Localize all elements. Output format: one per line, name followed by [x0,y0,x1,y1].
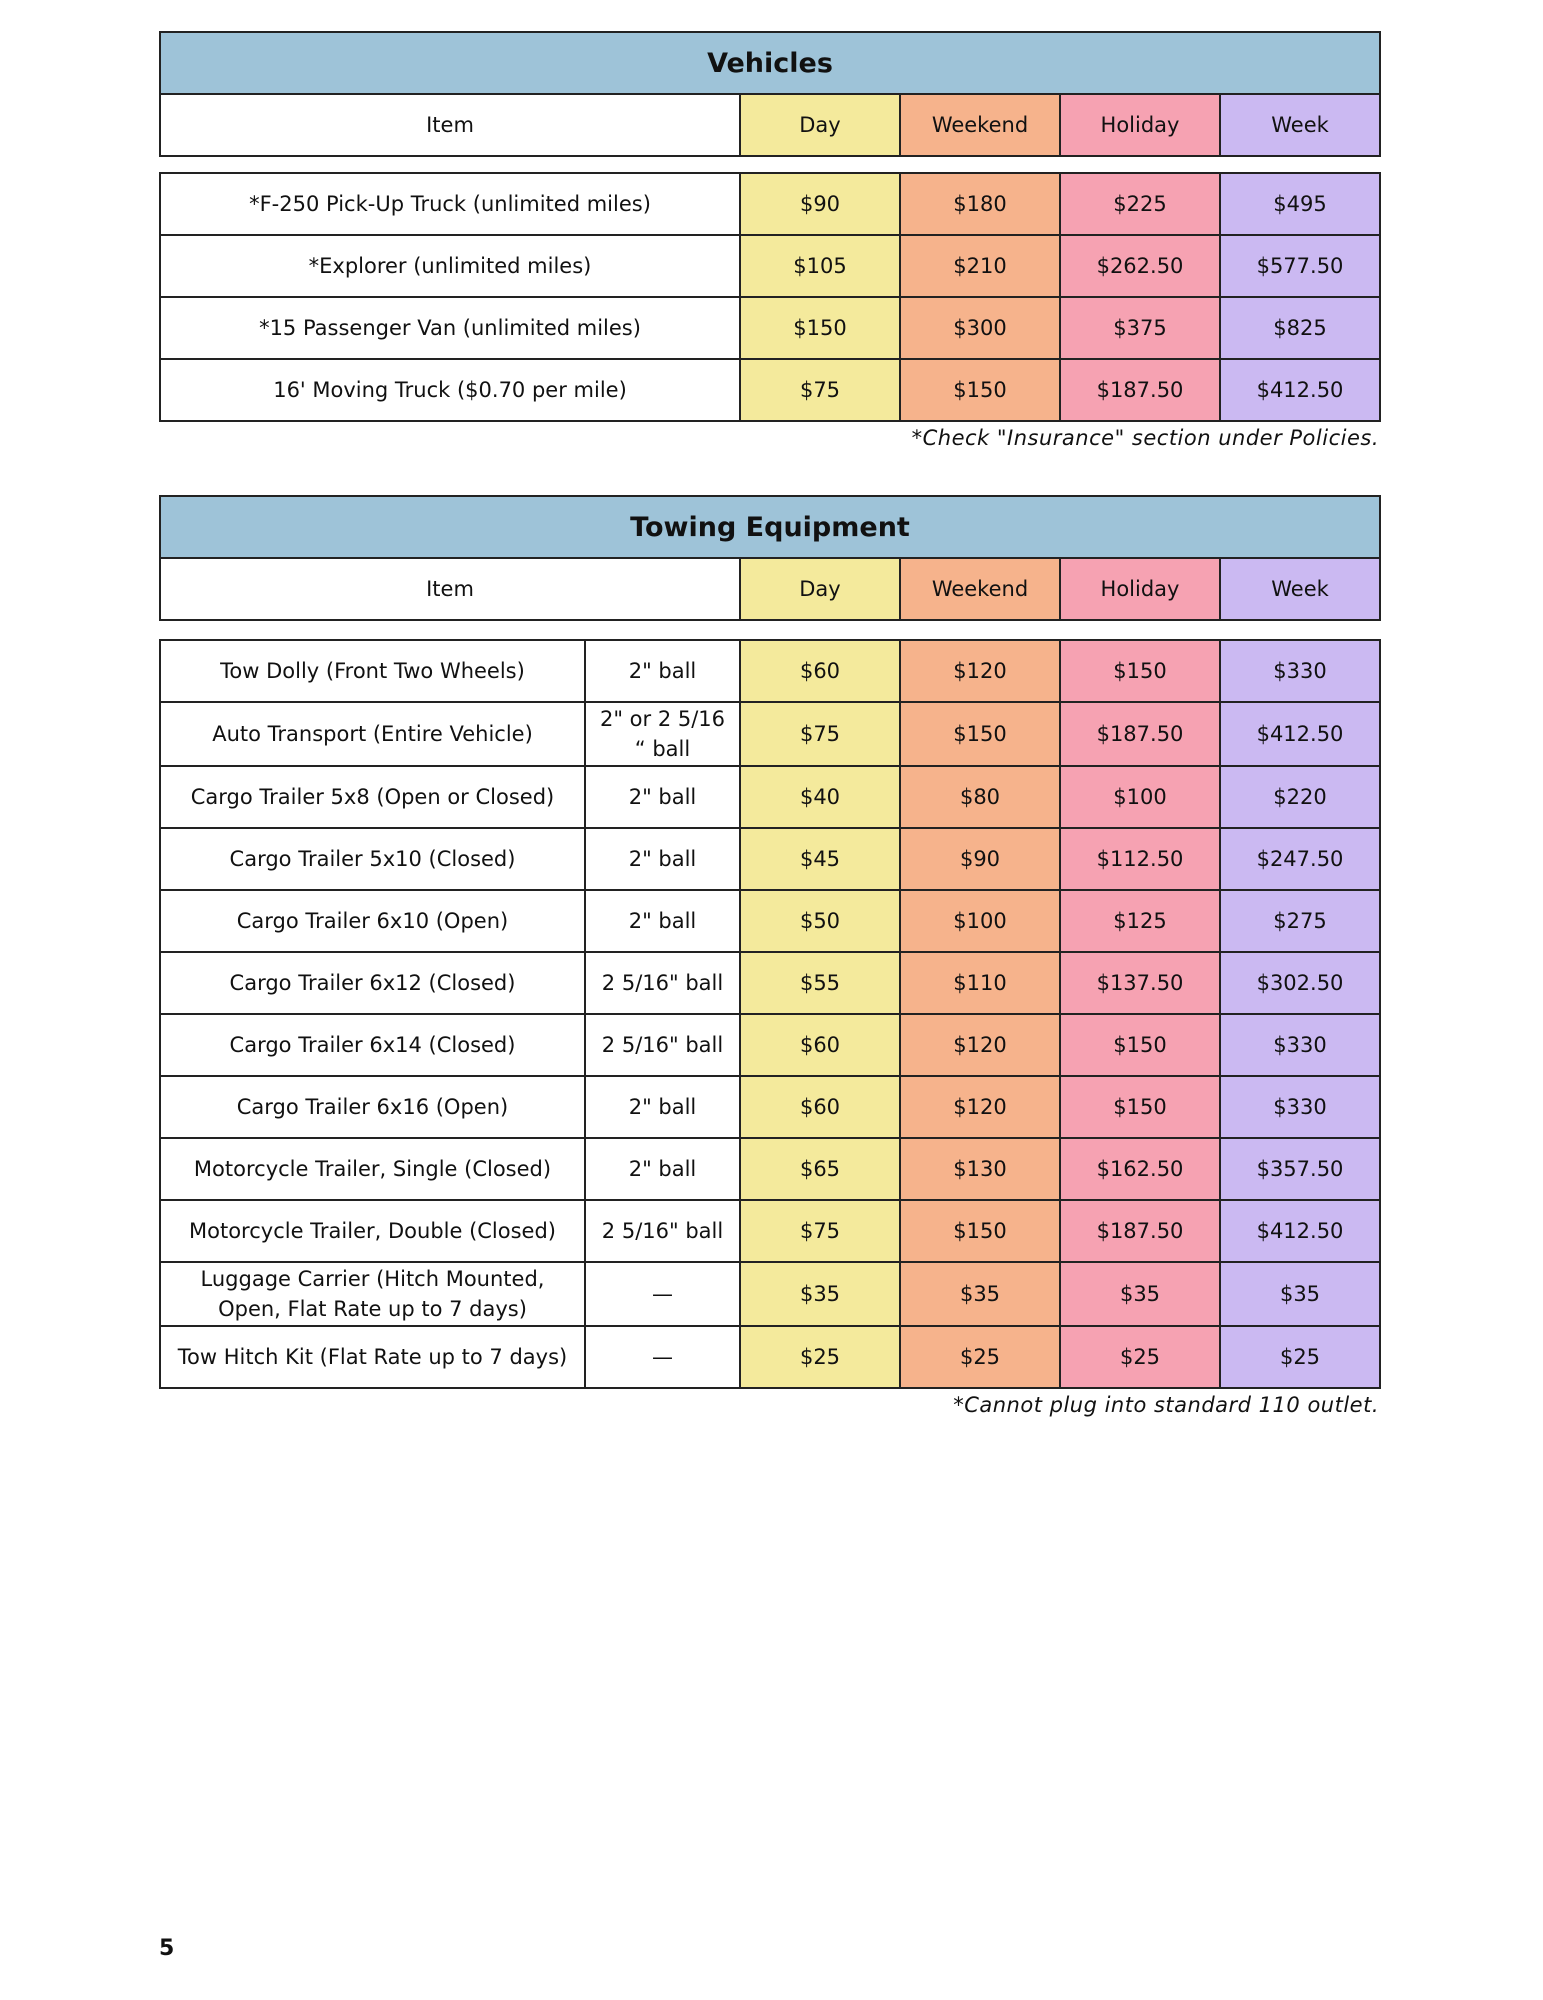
towing-header-table [159,495,1381,621]
table-row [160,1262,1380,1326]
cell-weekend-rate: $210 [900,235,1060,297]
cell-day-rate: $75 [740,359,900,421]
table-row [160,1138,1380,1200]
cell-day-rate: $75 [740,1200,900,1262]
cell-holiday-rate: $375 [1060,297,1220,359]
cell-day-rate: $90 [740,173,900,235]
cell-week-rate: $412.50 [1220,1200,1380,1262]
cell-holiday-rate: $35 [1060,1262,1220,1326]
cell-item: Auto Transport (Entire Vehicle) [160,702,585,766]
table-row [160,1014,1380,1076]
table-row [160,828,1380,890]
cell-weekend-rate: $120 [900,640,1060,702]
cell-item: Tow Hitch Kit (Flat Rate up to 7 days) [160,1326,585,1388]
cell-hitch: — [585,1262,740,1326]
cell-day-rate: $60 [740,640,900,702]
vehicles-footnote: *Check "Insurance" section under Policies. [911,426,1379,450]
cell-week-rate: $330 [1220,640,1380,702]
table-row [160,952,1380,1014]
header-item: Item [160,558,740,620]
table-row [160,359,1380,421]
cell-hitch: 2" ball [585,828,740,890]
header-weekend: Weekend [900,94,1060,156]
cell-item: Luggage Carrier (Hitch Mounted, Open, Flat Rate up to 7 days) [160,1262,585,1326]
table-row [160,702,1380,766]
cell-item: Motorcycle Trailer, Double (Closed) [160,1200,585,1262]
cell-weekend-rate: $120 [900,1076,1060,1138]
cell-week-rate: $825 [1220,297,1380,359]
table-row [160,766,1380,828]
cell-weekend-rate: $120 [900,1014,1060,1076]
cell-day-rate: $45 [740,828,900,890]
cell-day-rate: $60 [740,1014,900,1076]
cell-day-rate: $55 [740,952,900,1014]
cell-item: Cargo Trailer 5x8 (Open or Closed) [160,766,585,828]
header-item: Item [160,94,740,156]
cell-week-rate: $275 [1220,890,1380,952]
cell-holiday-rate: $100 [1060,766,1220,828]
cell-hitch: 2" ball [585,890,740,952]
cell-week-rate: $495 [1220,173,1380,235]
table-row [160,297,1380,359]
cell-weekend-rate: $90 [900,828,1060,890]
cell-day-rate: $65 [740,1138,900,1200]
cell-day-rate: $60 [740,1076,900,1138]
cell-holiday-rate: $262.50 [1060,235,1220,297]
vehicles-title-row [160,32,1380,94]
vehicles-title: Vehicles [160,32,1380,94]
cell-item: Cargo Trailer 6x14 (Closed) [160,1014,585,1076]
cell-hitch: 2" ball [585,640,740,702]
table-row [160,1200,1380,1262]
cell-week-rate: $357.50 [1220,1138,1380,1200]
cell-hitch: 2" ball [585,766,740,828]
cell-hitch: 2" or 2 5/16 “ ball [585,702,740,766]
cell-day-rate: $35 [740,1262,900,1326]
cell-holiday-rate: $162.50 [1060,1138,1220,1200]
cell-holiday-rate: $187.50 [1060,702,1220,766]
cell-item: *15 Passenger Van (unlimited miles) [160,297,740,359]
cell-day-rate: $40 [740,766,900,828]
cell-weekend-rate: $35 [900,1262,1060,1326]
cell-day-rate: $25 [740,1326,900,1388]
cell-week-rate: $25 [1220,1326,1380,1388]
cell-day-rate: $50 [740,890,900,952]
vehicles-column-headers [160,94,1380,156]
cell-item: 16' Moving Truck ($0.70 per mile) [160,359,740,421]
cell-week-rate: $577.50 [1220,235,1380,297]
cell-item: Cargo Trailer 5x10 (Closed) [160,828,585,890]
vehicles-header-table [159,31,1381,157]
vehicles-section [159,31,1379,157]
towing-title-row [160,496,1380,558]
cell-weekend-rate: $150 [900,702,1060,766]
cell-hitch: 2 5/16" ball [585,1014,740,1076]
table-row [160,173,1380,235]
cell-holiday-rate: $187.50 [1060,1200,1220,1262]
cell-item: Tow Dolly (Front Two Wheels) [160,640,585,702]
cell-weekend-rate: $300 [900,297,1060,359]
towing-title: Towing Equipment [160,496,1380,558]
table-row [160,640,1380,702]
cell-weekend-rate: $100 [900,890,1060,952]
header-week: Week [1220,558,1380,620]
cell-day-rate: $150 [740,297,900,359]
cell-week-rate: $412.50 [1220,359,1380,421]
cell-weekend-rate: $150 [900,1200,1060,1262]
header-holiday: Holiday [1060,94,1220,156]
vehicles-table [159,172,1381,422]
cell-holiday-rate: $150 [1060,1076,1220,1138]
cell-hitch: 2 5/16" ball [585,1200,740,1262]
cell-hitch: 2" ball [585,1076,740,1138]
cell-holiday-rate: $225 [1060,173,1220,235]
cell-day-rate: $75 [740,702,900,766]
cell-item: *F-250 Pick-Up Truck (unlimited miles) [160,173,740,235]
towing-table [159,639,1381,1389]
cell-holiday-rate: $150 [1060,640,1220,702]
header-week: Week [1220,94,1380,156]
cell-item: Cargo Trailer 6x16 (Open) [160,1076,585,1138]
cell-holiday-rate: $187.50 [1060,359,1220,421]
cell-hitch: 2 5/16" ball [585,952,740,1014]
header-weekend: Weekend [900,558,1060,620]
cell-weekend-rate: $25 [900,1326,1060,1388]
cell-item: Cargo Trailer 6x12 (Closed) [160,952,585,1014]
cell-holiday-rate: $150 [1060,1014,1220,1076]
header-day: Day [740,94,900,156]
towing-section [159,495,1379,621]
cell-holiday-rate: $112.50 [1060,828,1220,890]
header-holiday: Holiday [1060,558,1220,620]
header-day: Day [740,558,900,620]
cell-week-rate: $412.50 [1220,702,1380,766]
cell-week-rate: $220 [1220,766,1380,828]
towing-footnote: *Cannot plug into standard 110 outlet. [953,1393,1379,1417]
table-row [160,235,1380,297]
cell-week-rate: $330 [1220,1014,1380,1076]
cell-item: *Explorer (unlimited miles) [160,235,740,297]
cell-item: Cargo Trailer 6x10 (Open) [160,890,585,952]
cell-holiday-rate: $137.50 [1060,952,1220,1014]
cell-holiday-rate: $25 [1060,1326,1220,1388]
cell-weekend-rate: $130 [900,1138,1060,1200]
table-row [160,1076,1380,1138]
page-number: 5 [159,1936,175,1961]
towing-body [159,639,1379,1417]
towing-column-headers [160,558,1380,620]
cell-hitch: — [585,1326,740,1388]
cell-weekend-rate: $80 [900,766,1060,828]
cell-week-rate: $302.50 [1220,952,1380,1014]
cell-weekend-rate: $110 [900,952,1060,1014]
cell-weekend-rate: $180 [900,173,1060,235]
cell-week-rate: $35 [1220,1262,1380,1326]
table-row [160,1326,1380,1388]
cell-hitch: 2" ball [585,1138,740,1200]
cell-week-rate: $247.50 [1220,828,1380,890]
cell-item: Motorcycle Trailer, Single (Closed) [160,1138,585,1200]
table-row [160,890,1380,952]
cell-holiday-rate: $125 [1060,890,1220,952]
cell-weekend-rate: $150 [900,359,1060,421]
cell-day-rate: $105 [740,235,900,297]
vehicles-body [159,172,1379,450]
cell-week-rate: $330 [1220,1076,1380,1138]
